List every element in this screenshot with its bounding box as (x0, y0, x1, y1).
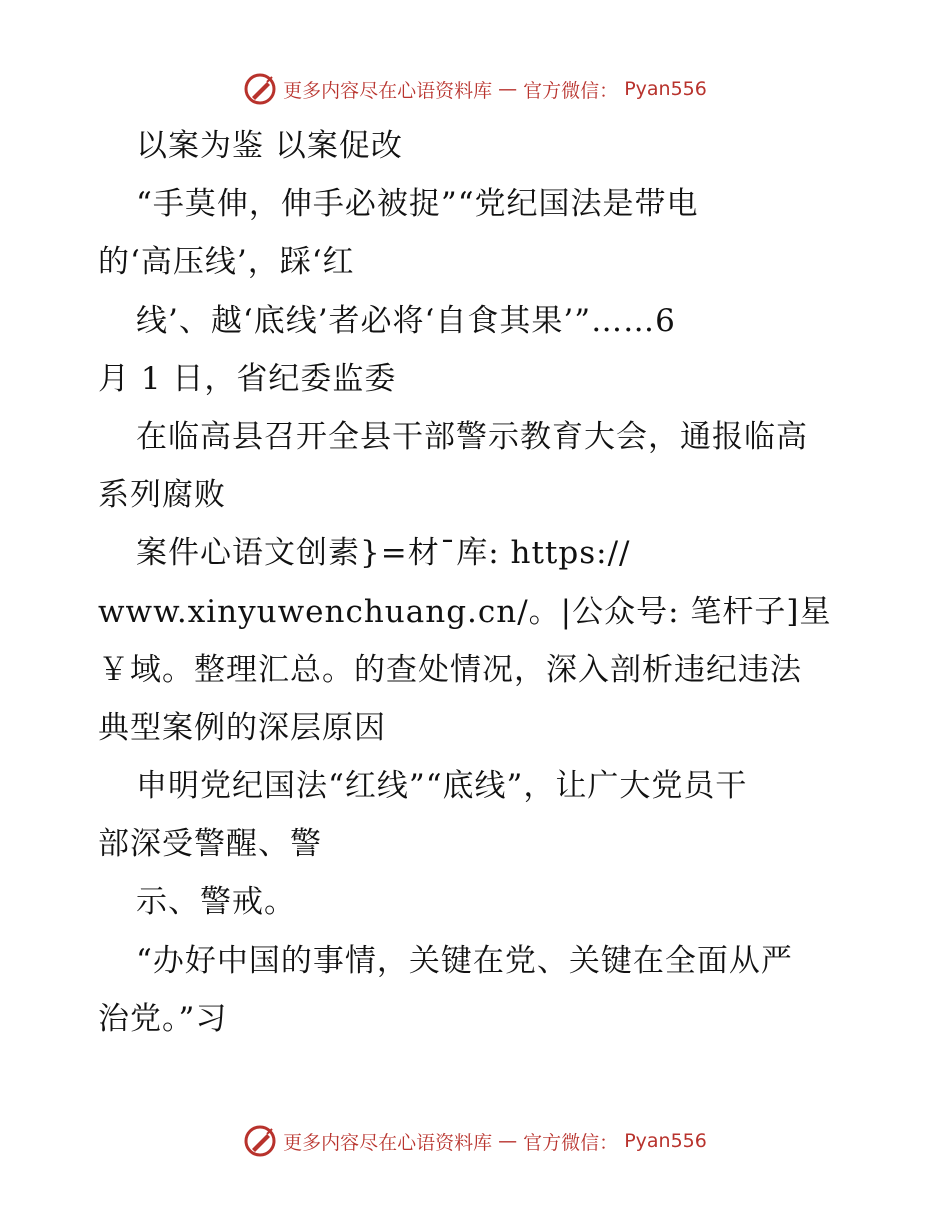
quill-pen-logo-icon (243, 72, 277, 106)
body-line: 案件心语文创素}=材¯库: https:// (136, 535, 631, 572)
body-line: 部深受警醒、警 (98, 826, 322, 863)
banner-main-text: 更多内容尽在心语资料库 (283, 79, 493, 102)
banner-wechat-label: 官方微信： (523, 1131, 619, 1154)
banner-wechat-label: 官方微信： (523, 79, 619, 102)
body-line: 在临高县召开全县干部警示教育大会，通报临高 (136, 418, 808, 455)
banner-separator: — (498, 78, 518, 100)
body-line: 以案为鉴 以案促改 (136, 128, 403, 164)
body-line: “办好中国的事情，关键在党、关键在全面从严 (136, 942, 793, 979)
body-line: 系列腐败 (98, 477, 226, 514)
body-line: 申明党纪国法“红线”“底线”，让广大党员干 (136, 768, 748, 805)
body-line: 月 1 日，省纪委监委 (98, 360, 397, 397)
body-line: 治党。”习 (98, 1000, 228, 1037)
body-line: 的‘高压线’，踩‘红 (98, 244, 355, 281)
body-line: www.xinyuwenchuang.cn/。|公众号: 笔杆子]星 (98, 593, 832, 630)
banner-wechat-id: Pyan556 (624, 1130, 707, 1152)
body-line: “手莫伸，伸手必被捉”“党纪国法是带电 (136, 186, 699, 223)
header-banner (0, 72, 950, 106)
body-line: 典型案例的深层原因 (98, 709, 386, 746)
quill-pen-logo-icon (243, 1124, 277, 1158)
banner-separator: — (498, 1130, 518, 1152)
banner-wechat-id: Pyan556 (624, 78, 707, 100)
body-line: ￥域。整理汇总。的查处情况，深入剖析违纪违法 (98, 651, 802, 688)
footer-banner (0, 1124, 950, 1158)
body-line: 线’、越‘底线’者必将‘自食其果’”……6 (136, 302, 676, 339)
banner-main-text: 更多内容尽在心语资料库 (283, 1131, 493, 1154)
document-body (98, 117, 858, 1048)
body-line: 示、警戒。 (136, 884, 296, 921)
